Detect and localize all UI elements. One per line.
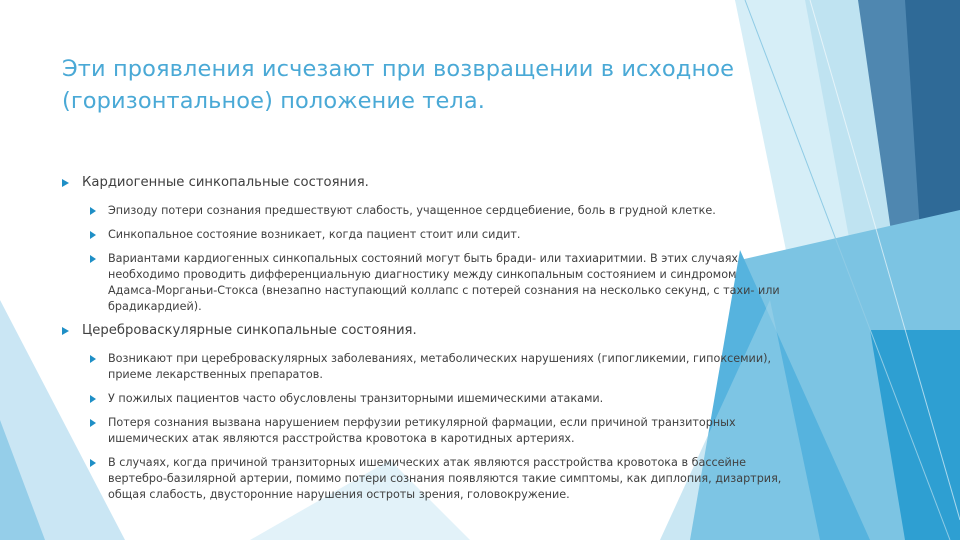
triangle-bullet-icon (90, 395, 96, 403)
list-item (90, 415, 782, 447)
triangle-bullet-icon (90, 207, 96, 215)
triangle-bullet-icon (90, 231, 96, 239)
list-item-text: В случаях, когда причиной транзиторных ишемических атак являются расстройства кровотока в бассейне вертебро-базилярной артерии, помимо потери сознания появляются такие симптомы, как диплопия, дизартрия, общая слабость, двусторонние нарушения остроты зрения, головокружение. (108, 456, 782, 501)
triangle-bullet-icon (90, 419, 96, 427)
list-item-text: Потеря сознания вызвана нарушением перфузии ретикулярной фармации, если причиной транзиторных ишемических атак являются расстройства кровотока в каротидных артериях. (108, 416, 736, 445)
list-item (90, 391, 782, 407)
triangle-bullet-icon (90, 255, 96, 263)
list-item-text: У пожилых пациентов часто обусловлены транзиторными ишемическими атаками. (108, 392, 604, 405)
triangle-bullet-icon (90, 459, 96, 467)
section-heading-text: Цереброваскулярные синкопальные состояния. (82, 323, 417, 338)
list-item (90, 251, 782, 315)
section-heading-cardiogenic (62, 174, 782, 192)
list-item (90, 227, 782, 243)
list-item-text: Синкопальное состояние возникает, когда пациент стоит или сидит. (108, 228, 521, 241)
triangle-bullet-icon (62, 327, 69, 335)
list-item (90, 203, 782, 219)
triangle-bullet-icon (90, 355, 96, 363)
list-item-text: Возникают при цереброваскулярных заболеваниях, метаболических нарушениях (гипогликемии, гипоксемии), приеме лекарственных препаратов. (108, 352, 772, 381)
section-heading-text: Кардиогенные синкопальные состояния. (82, 175, 369, 190)
list-item (90, 455, 782, 503)
list-item-text: Вариантами кардиогенных синкопальных состояний могут быть бради- или тахиаритмии. В этих случаях необходимо проводить дифференциальную диагностику между синкопальным состоянием и синдромом Адамса-Морганьи-Стокса (внезапно наступающий коллапс с потерей сознания на несколько секунд, с тахи- или брадикардией). (108, 252, 780, 313)
triangle-bullet-icon (62, 179, 69, 187)
section-heading-cerebrovascular (62, 322, 782, 340)
list-item-text: Эпизоду потери сознания предшествуют слабость, учащенное сердцебиение, боль в грудной клетке. (108, 204, 716, 217)
list-item (90, 351, 782, 383)
slide-title: Эти проявления исчезают при возвращении в исходное (горизонтальное) положение тела. (62, 56, 735, 114)
slide-content (62, 174, 782, 511)
